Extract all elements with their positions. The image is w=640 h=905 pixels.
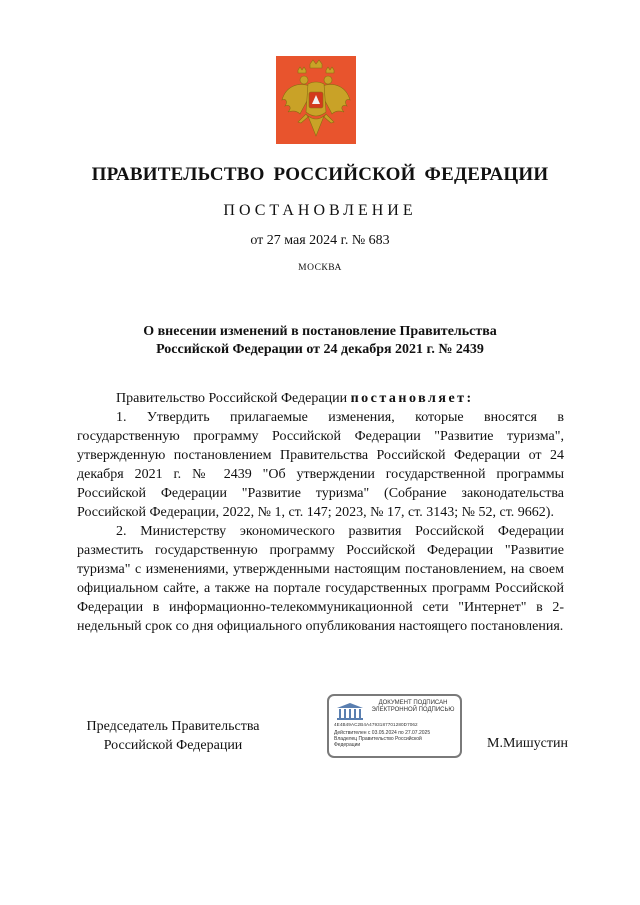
stamp-title-line-1: ДОКУМЕНТ ПОДПИСАН: [378, 700, 448, 706]
document-body: [77, 389, 564, 636]
subject-line-1: О внесении изменений в постановление Правительства: [143, 324, 497, 339]
intro-text: Правительство Российской Федерации: [116, 391, 351, 406]
intro-paragraph: [77, 389, 564, 408]
document-subject: [100, 323, 540, 359]
stamp-title: [365, 700, 461, 714]
document-type: ПОСТАНОВЛЕНИЕ: [223, 202, 417, 219]
building-icon: [335, 701, 365, 721]
paragraph-2: 2. Министерству экономического развития Российской Федерации разместить государственную программу Российской Федерации "Развитие туризма" с изменениями, утвержденными настоящим постановлением, на своем официальном сайте, а также на портале государственных программ Российской Федерации в информационно-телекоммуникационной сети "Интернет" в 2-недельный срок со дня официального опубликования настоящего постановления.: [77, 524, 564, 634]
document-city: МОСКВА: [298, 263, 342, 273]
stamp-owner: Владелец Правительство Российской Федерации: [334, 736, 422, 748]
stamp-title-line-2: ЭЛЕКТРОННОЙ ПОДПИСЬЮ: [371, 707, 455, 713]
subject-line-2: Российской Федерации от 24 декабря 2021 г. № 2439: [156, 342, 484, 357]
stamp-certificate: 4E4B49AC2B4A4793187701280D7062: [334, 722, 418, 727]
paragraph-1: 1. Утвердить прилагаемые изменения, которые вносятся в государственную программу Российской Федерации "Развитие туризма", утвержденную постановлением Правительства Российской Федерации от 24 декабря 2021 г. № 2439 "Об утверждении государственной программы Российской Федерации "Развитие туризма" (Собрание законодательства Российской Федерации, 2022, № 1, ст. 147; 2023, № 17, ст. 3143; № 52, ст. 9662).: [77, 410, 564, 520]
signatory-position-line-2: Российской Федерации: [103, 738, 243, 753]
signatory-position: [78, 717, 268, 755]
document-date-number: от 27 мая 2024 г. № 683: [250, 233, 390, 248]
coat-of-arms-icon: [276, 56, 356, 144]
electronic-signature-stamp: [327, 694, 462, 758]
government-title: ПРАВИТЕЛЬСТВО РОССИЙСКОЙ ФЕДЕРАЦИИ: [91, 164, 549, 185]
signatory-position-line-1: Председатель Правительства: [86, 719, 260, 734]
intro-decree-word: постановляет:: [350, 391, 474, 406]
stamp-validity: Действителен с 03.05.2024 по 27.07.2025: [334, 730, 431, 736]
signatory-name: М.Мишустин: [487, 736, 568, 751]
